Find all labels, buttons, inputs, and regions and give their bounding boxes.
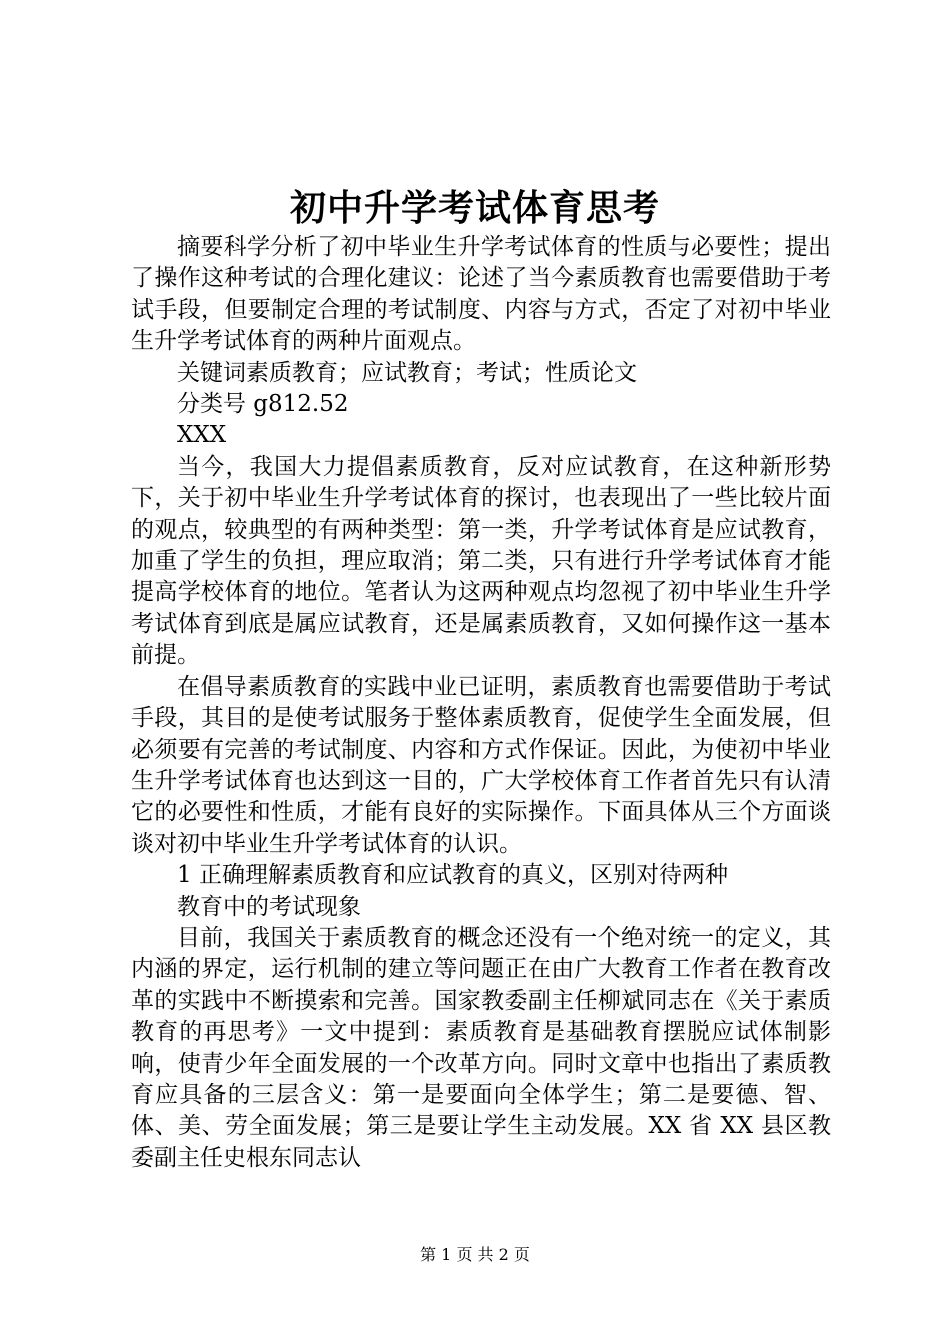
body-paragraph-2: 在倡导素质教育的实践中业已证明，素质教育也需要借助于考试手段，其目的是使考试服务于整体素质教育，促使学生全面发展，但必须要有完善的考试制度、内容和方式作保证。因此，为使初中毕业生升学考试体育也达到这一目的，广大学校体育工作者首先只有认清它的必要性和性质，才能有良好的实际操作。下面具体从三个方面谈谈对初中毕业生升学考试体育的认识。: [131, 673, 831, 857]
keywords-line: 关键词素质教育；应试教育；考试；性质论文: [177, 359, 637, 386]
placeholder-line: XXX: [177, 422, 227, 449]
abstract-paragraph: 摘要科学分析了初中毕业生升学考试体育的性质与必要性；提出了操作这种考试的合理化建议：论述了当今素质教育也需要借助于考试手段，但要制定合理的考试制度、内容与方式，否定了对初中毕业生升学考试体育的两种片面观点。: [131, 234, 831, 355]
section-heading-line-2: 教育中的考试现象: [177, 893, 361, 920]
section-heading-line-1: 1 正确理解素质教育和应试教育的真义，区别对待两种: [177, 862, 728, 889]
classification-line: 分类号 g812.52: [177, 391, 349, 418]
document-body: [131, 232, 831, 1174]
page-footer: 第 1 页 共 2 页: [420, 1245, 530, 1264]
body-paragraph-3: 目前，我国关于素质教育的概念还没有一个绝对统一的定义，其内涵的界定，运行机制的建立等问题正在由广大教育工作者在教育改革的实践中不断摸索和完善。国家教委副主任柳斌同志在《关于素质教育的再思考》一文中提到：素质教育是基础教育摆脱应试体制影响，使青少年全面发展的一个改革方向。同时文章中也指出了素质教育应具备的三层含义：第一是要面向全体学生；第二是要德、智、体、美、劳全面发展；第三是要让学生主动发展。XX 省 XX 县区教委副主任史根东同志认: [131, 924, 831, 1171]
document-title: 初中升学考试体育思考: [289, 187, 660, 229]
body-paragraph-1: 当今，我国大力提倡素质教育，反对应试教育，在这种新形势下，关于初中毕业生升学考试体育的探讨，也表现出了一些比较片面的观点，较典型的有两种类型：第一类，升学考试体育是应试教育，加重了学生的负担，理应取消；第二类，只有进行升学考试体育才能提高学校体育的地位。笔者认为这两种观点均忽视了初中毕业生升学考试体育到底是属应试教育，还是属素质教育，又如何操作这一基本前提。: [131, 453, 831, 669]
